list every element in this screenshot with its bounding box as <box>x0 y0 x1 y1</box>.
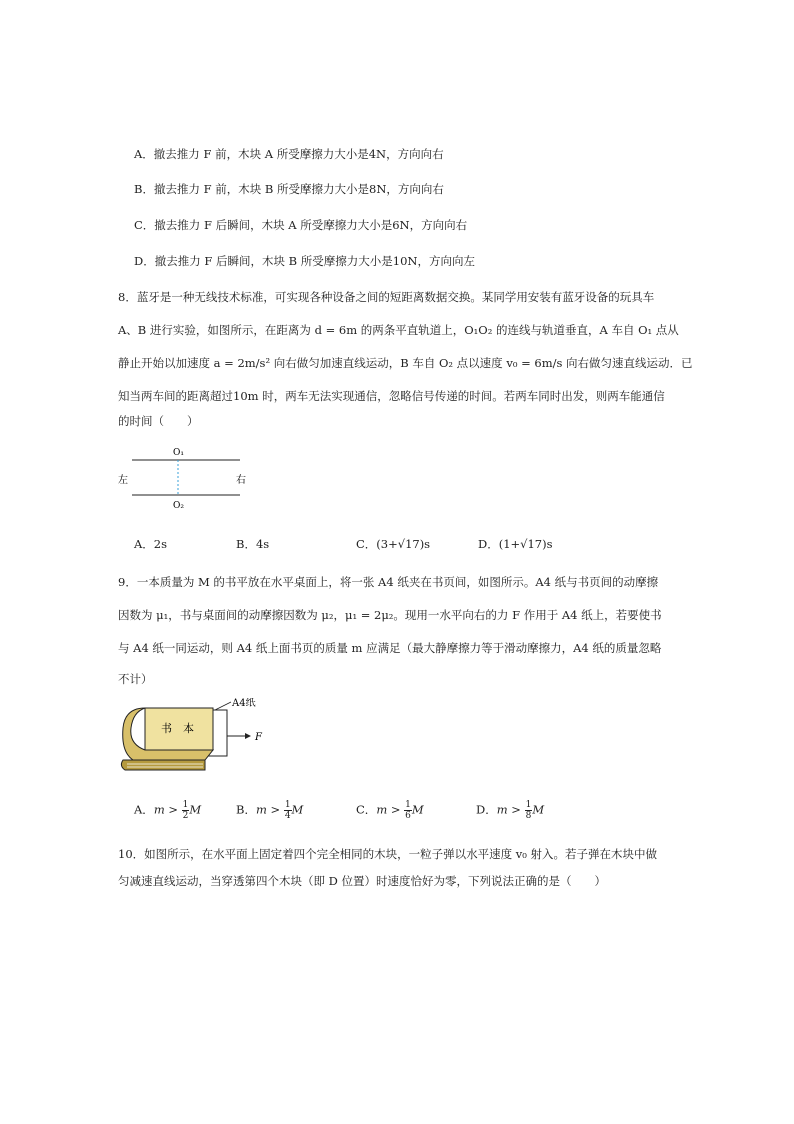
q9-book-label: 书 本 <box>161 722 194 735</box>
q8-option-d: D．(1+√17)s <box>478 537 553 551</box>
q7-option-d: D．撤去推力 F 后瞬间，木块 B 所受摩擦力大小是10N，方向向左 <box>134 254 475 268</box>
q8-option-a: A．2s <box>134 537 168 551</box>
q8-label-left: 左 <box>118 475 128 486</box>
q7-option-c: C．撤去推力 F 后瞬间，木块 A 所受摩擦力大小是6N，方向向右 <box>134 218 468 232</box>
q8-text-line3: 静止开始以加速度 a = 2m/s² 向右做匀加速直线运动，B 车自 O₂ 点以速度 v₀ = 6m/s 向右做匀速直线运动．已 <box>118 356 693 370</box>
q9-option-c: C．m > $\frac{1}{6}$ M <box>356 800 424 821</box>
q8-option-c: C．(3+√17)s <box>356 537 431 551</box>
q9-text-line2: 因数为 μ₁，书与桌面间的动摩擦因数为 μ₂，μ₁ = 2μ₂。现用一水平向右的力 F 作用于 A4 纸上，若要使书 <box>118 608 662 622</box>
q9-paper-label: A4纸 <box>232 698 256 709</box>
q8-option-b: B．4s <box>236 537 270 551</box>
q7-option-a: A．撤去推力 F 前，木块 A 所受摩擦力大小是4N，方向向右 <box>134 147 444 161</box>
q8-text-line5: 的时间（ ） <box>118 414 199 428</box>
q9-option-a: A．m > $\frac{1}{2}$ M <box>134 800 202 821</box>
q9-text-line1: 9．一本质量为 M 的书平放在水平桌面上，将一张 A4 纸夹在书页间，如图所示。A4 纸与书页间的动摩擦 <box>118 575 659 589</box>
q8-label-o1: O₁ <box>173 448 184 458</box>
q9-option-b: B．m > $\frac{1}{4}$ M <box>236 800 304 821</box>
q8-text-line1: 8．蓝牙是一种无线技术标准，可实现各种设备之间的短距离数据交换。某同学用安装有蓝牙设备的玩具车 <box>118 290 655 304</box>
q9-option-d: D．m > $\frac{1}{8}$ M <box>476 800 545 821</box>
q7-option-b: B．撤去推力 F 前，木块 B 所受摩擦力大小是8N，方向向右 <box>134 182 444 196</box>
q9-force-label: F <box>255 732 262 743</box>
q8-track-diagram <box>110 440 260 520</box>
q8-label-right: 右 <box>236 475 246 486</box>
q9-book-diagram <box>115 698 305 780</box>
q9-text-line3: 与 A4 纸一同运动，则 A4 纸上面书页的质量 m 应满足（最大静摩擦力等于滑动摩擦力，A4 纸的质量忽略 <box>118 641 662 655</box>
q8-text-line4: 知当两车间的距离超过10m 时，两车无法实现通信，忽略信号传递的时间。若两车同时出发，则两车能通信 <box>118 389 665 403</box>
q10-text-line1: 10．如图所示，在水平面上固定着四个完全相同的木块，一粒子弹以水平速度 v₀ 射入。若子弹在木块中做 <box>118 847 658 861</box>
q8-text-line2: A、B 进行实验，如图所示，在距离为 d = 6m 的两条平直轨道上，O₁O₂ 的连线与轨道垂直，A 车自 O₁ 点从 <box>118 323 679 337</box>
q10-text-line2: 匀减速直线运动，当穿透第四个木块（即 D 位置）时速度恰好为零，下列说法正确的是（ ） <box>118 874 607 888</box>
q9-text-line4: 不计） <box>118 672 153 686</box>
q8-label-o2: O₂ <box>173 501 184 511</box>
